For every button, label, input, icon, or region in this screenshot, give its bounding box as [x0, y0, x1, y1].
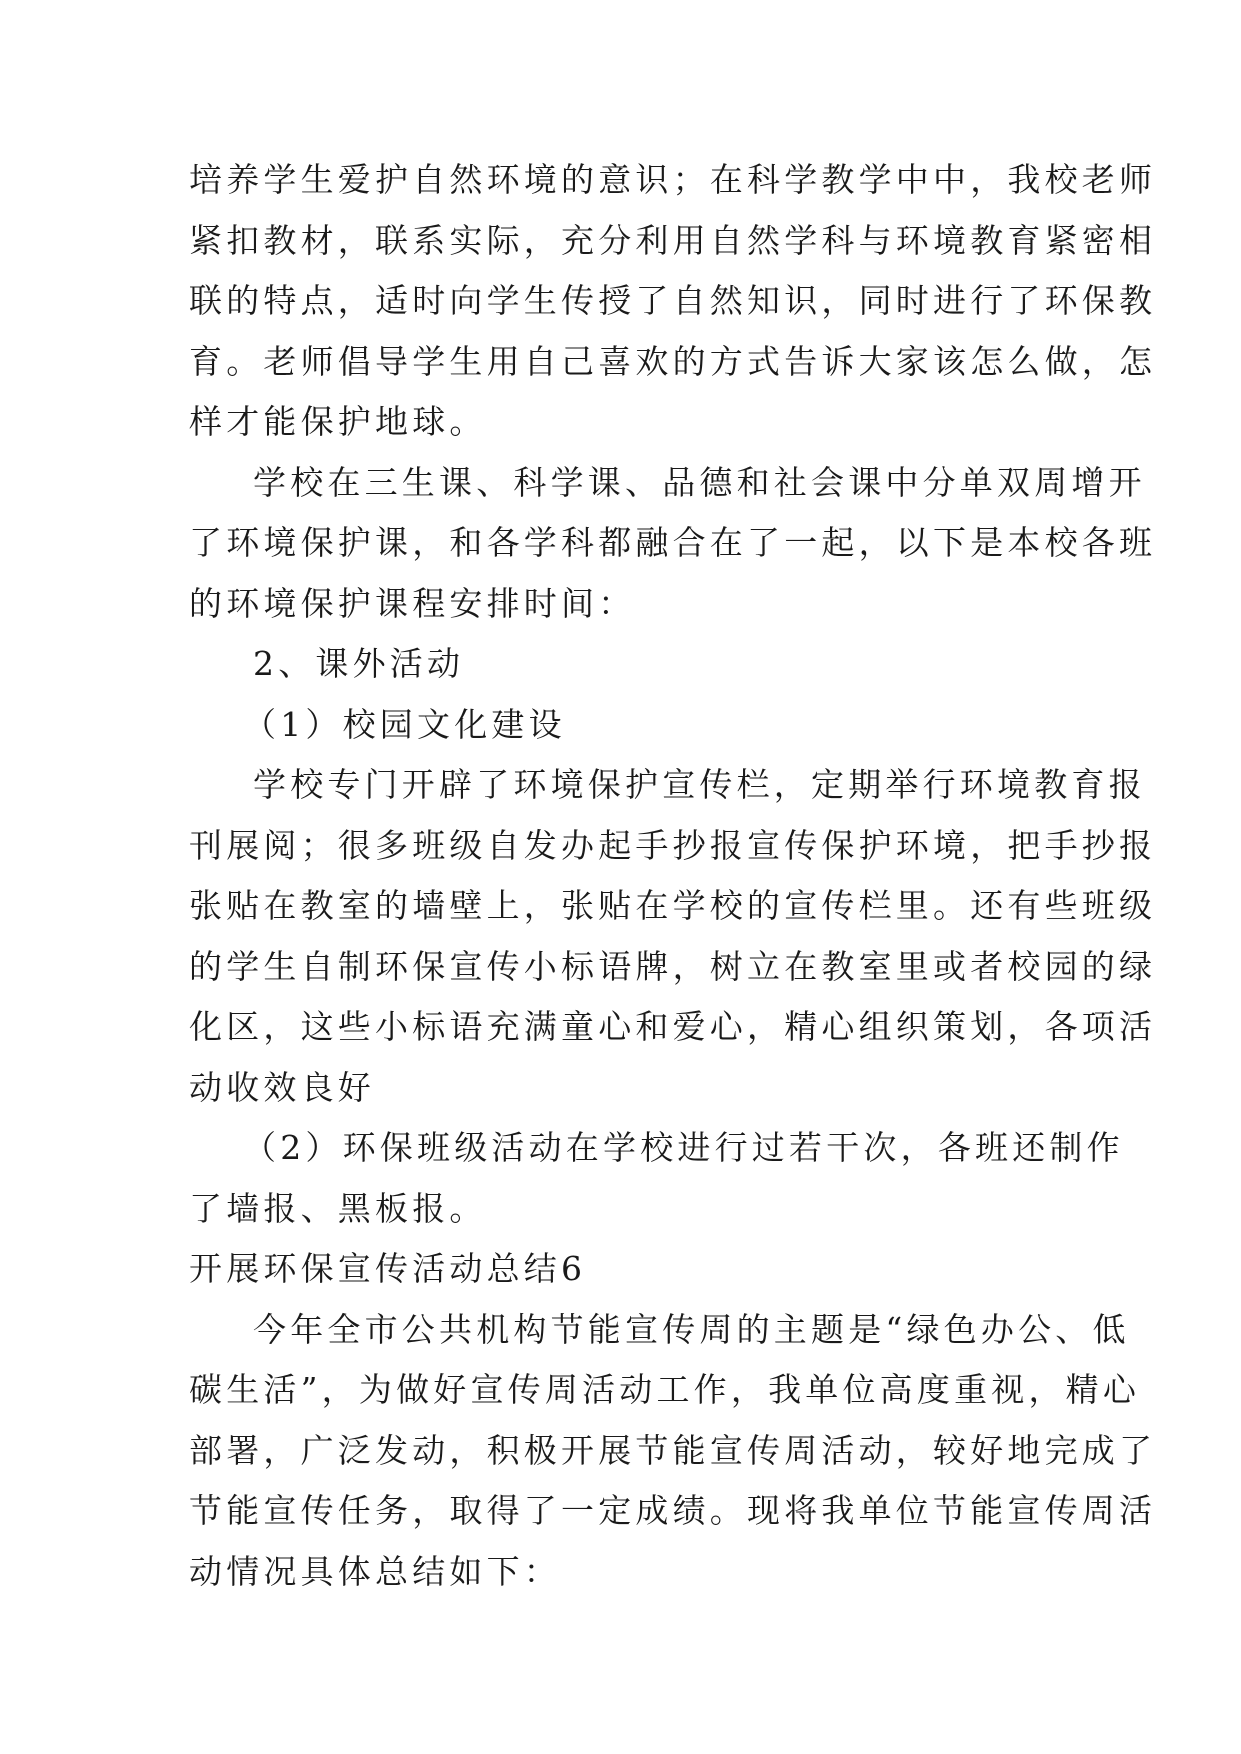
- paragraph-start: （2）环保班级活动在学校进行过若干次，各班还制作: [243, 1128, 1124, 1167]
- text-line: 育。老师倡导学生用自己喜欢的方式告诉大家该怎么做，怎: [189, 341, 1157, 381]
- text-line: 样才能保护地球。: [189, 402, 487, 441]
- text-line: 的环境保护课程安排时间：: [189, 583, 636, 623]
- document-body: [189, 150, 1157, 1602]
- text-line: 动情况具体总结如下：: [189, 1551, 561, 1591]
- text-line: 了墙报、黑板报。: [189, 1188, 487, 1228]
- text-line: 联的特点，适时向学生传授了自然知识，同时进行了环保教: [189, 281, 1157, 320]
- paragraph-start: 学校在三生课、科学课、品德和社会课中分单双周增开: [253, 462, 1146, 502]
- text-line: 了环境保护课，和各学科都融合在了一起，以下是本校各班: [189, 523, 1157, 562]
- text-line: 碳生活”，为做好宣传周活动工作，我单位高度重视，精心: [189, 1370, 1141, 1409]
- text-line: 动收效良好: [189, 1067, 375, 1107]
- paragraph-start: 今年全市公共机构节能宣传周的主题是“绿色办公、低: [253, 1309, 1130, 1349]
- text-line: 紧扣教材，联系实际，充分利用自然学科与环境教育紧密相: [189, 220, 1157, 260]
- paragraph-start: 学校专门开辟了环境保护宣传栏，定期举行环境教育报: [253, 765, 1146, 804]
- text-line: 节能宣传任务，取得了一定成绩。现将我单位节能宣传周活: [189, 1491, 1157, 1530]
- text-line: 刊展阅；很多班级自发办起手抄报宣传保护环境，把手抄报: [189, 825, 1157, 865]
- subsection-heading: （1）校园文化建设: [243, 704, 566, 744]
- section-heading: 2、课外活动: [253, 644, 465, 683]
- text-line: 化区，这些小标语充满童心和爱心，精心组织策划，各项活: [189, 1007, 1157, 1046]
- text-line: 的学生自制环保宣传小标语牌，树立在教室里或者校园的绿: [189, 946, 1157, 986]
- text-line: 张贴在教室的墙壁上，张贴在学校的宣传栏里。还有些班级: [189, 886, 1157, 925]
- text-line: 部署，广泛发动，积极开展节能宣传周活动，较好地完成了: [189, 1430, 1157, 1470]
- text-line: 培养学生爱护自然环境的意识；在科学教学中中，我校老师: [189, 160, 1157, 199]
- article-title: 开展环保宣传活动总结6: [189, 1249, 587, 1288]
